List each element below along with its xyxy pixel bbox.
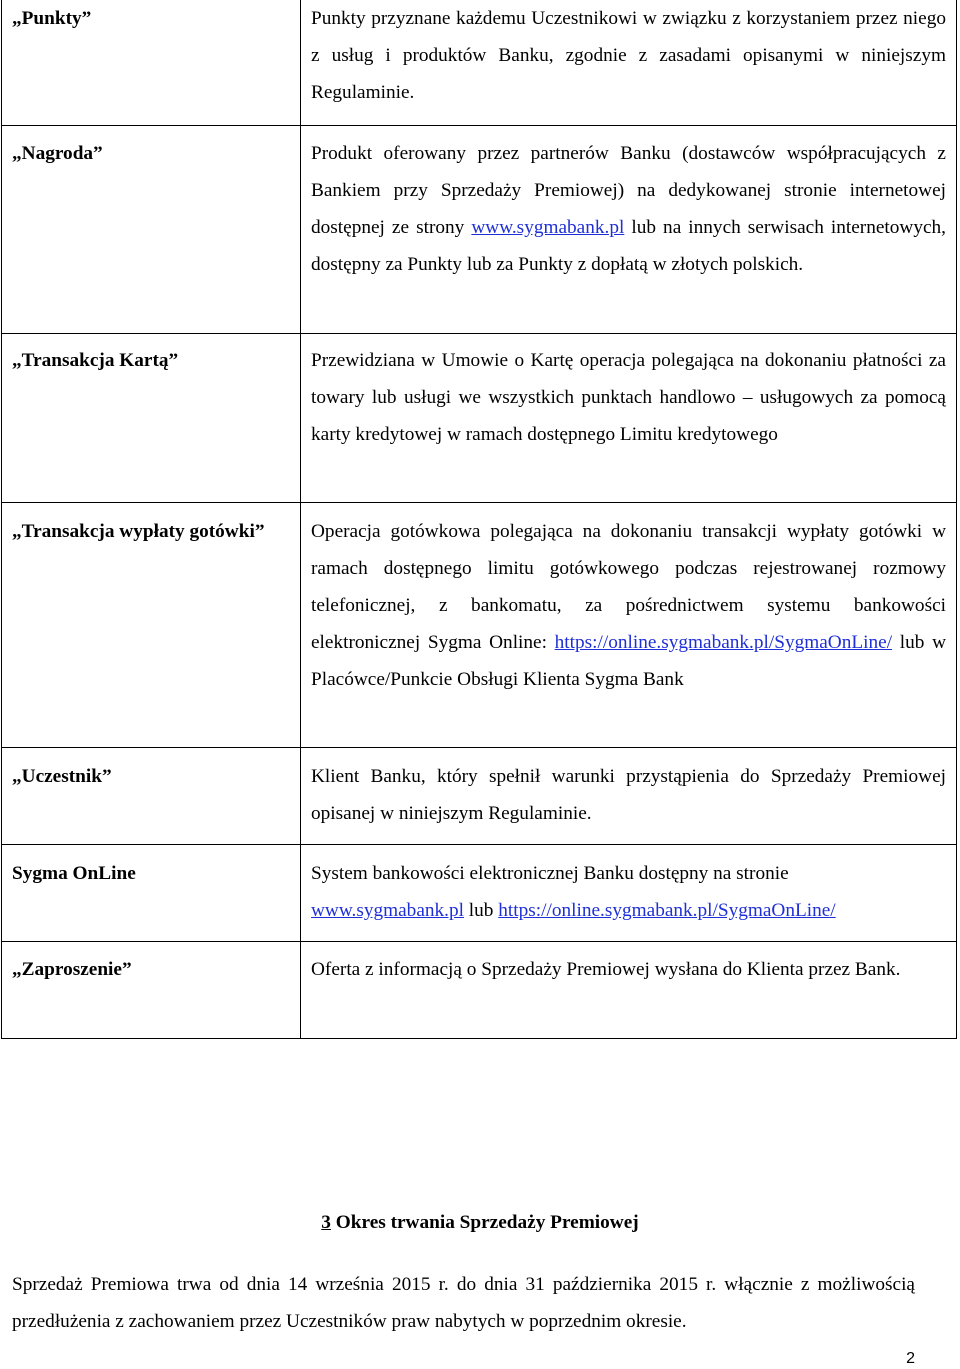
sygmabank-link[interactable]: www.sygmabank.pl (471, 217, 625, 238)
definition-online-text: System bankowości elektronicznej Banku dostępny na stronie (311, 863, 789, 884)
definition-uczestnik: Klient Banku, który spełnił warunki przystąpienia do Sprzedaży Premiowej opisanej w niniejszym Regulaminie. (301, 748, 957, 845)
sygma-online-link-2[interactable]: https://online.sygmabank.pl/SygmaOnLine/ (498, 900, 836, 921)
term-transakcja-karta: „Transakcja Kartą” (2, 334, 301, 503)
definition-row-sygma-online (2, 845, 957, 942)
definition-row-zaproszenie (2, 942, 957, 1039)
definition-online-connector: lub (463, 900, 499, 921)
definition-nagroda-text-cont: lub na innych serwisach internetowych, dostępny za Punkty lub za Punkty z dopłatą w złotych polskich. (311, 217, 946, 275)
definitions-table (1, 0, 957, 1039)
section-heading (0, 1208, 960, 1238)
definition-row-nagroda (2, 126, 957, 334)
definition-row-punkty (2, 0, 957, 126)
definition-sygma-online (301, 845, 957, 942)
definition-wyplaty-text: Operacja gotówkowa polegająca na dokonaniu transakcji wypłaty gotówki w ramach dostępnego limitu gotówkowego podczas rejestrowanej rozmowy telefonicznej, z bankomatu, za pośrednictwem systemu bankowości elektronicznej Sygma Online: (311, 521, 946, 653)
section-paragraph: Sprzedaż Premiowa trwa od dnia 14 września 2015 r. do dnia 31 października 2015 r. włącznie z możliwością przedłużenia z zachowaniem przez Uczestników praw nabytych w poprzednim okresie. (12, 1274, 915, 1332)
definition-zaproszenie: Oferta z informacją o Sprzedaży Premiowej wysłana do Klienta przez Bank. (301, 942, 957, 1039)
sygma-online-link[interactable]: https://online.sygmabank.pl/SygmaOnLine/ (554, 632, 893, 653)
sygmabank-link-2[interactable]: www.sygmabank.pl (311, 900, 464, 921)
term-punkty: „Punkty” (2, 0, 301, 126)
page-number: 2 (906, 1350, 915, 1367)
section-title: Okres trwania Sprzedaży Premiowej (335, 1212, 639, 1233)
term-uczestnik: „Uczestnik” (2, 748, 301, 845)
definition-transakcja-karta: Przewidziana w Umowie o Kartę operacja polegająca na dokonaniu płatności za towary lub usługi we wszystkich punktach handlowo – usługowych za pomocą karty kredytowej w ramach dostępnego Limitu kredytowego (301, 334, 957, 503)
section-number: 3 (321, 1212, 331, 1233)
definition-transakcja-wyplaty (301, 503, 957, 748)
definition-row-transakcja-wyplaty (2, 503, 957, 748)
definition-wyplaty-text-cont: lub w Placówce/Punkcie Obsługi Klienta Sygma Bank (311, 632, 946, 690)
term-nagroda: „Nagroda” (2, 126, 301, 334)
definition-nagroda-text: Produkt oferowany przez partnerów Banku (dostawców współpracujących z Bankiem przy Sprzedaży Premiowej) na dedykowanej stronie internetowej dostępnej ze strony (311, 143, 946, 238)
term-sygma-online: Sygma OnLine (2, 845, 301, 942)
definition-row-uczestnik (2, 748, 957, 845)
term-transakcja-wyplaty: „Transakcja wypłaty gotówki” (2, 503, 301, 748)
definition-nagroda (301, 126, 957, 334)
term-zaproszenie: „Zaproszenie” (2, 942, 301, 1039)
definition-punkty: Punkty przyznane każdemu Uczestnikowi w związku z korzystaniem przez niego z usług i produktów Banku, zgodnie z zasadami opisanymi w niniejszym Regulaminie. (301, 0, 957, 126)
definition-row-transakcja-karta (2, 334, 957, 503)
